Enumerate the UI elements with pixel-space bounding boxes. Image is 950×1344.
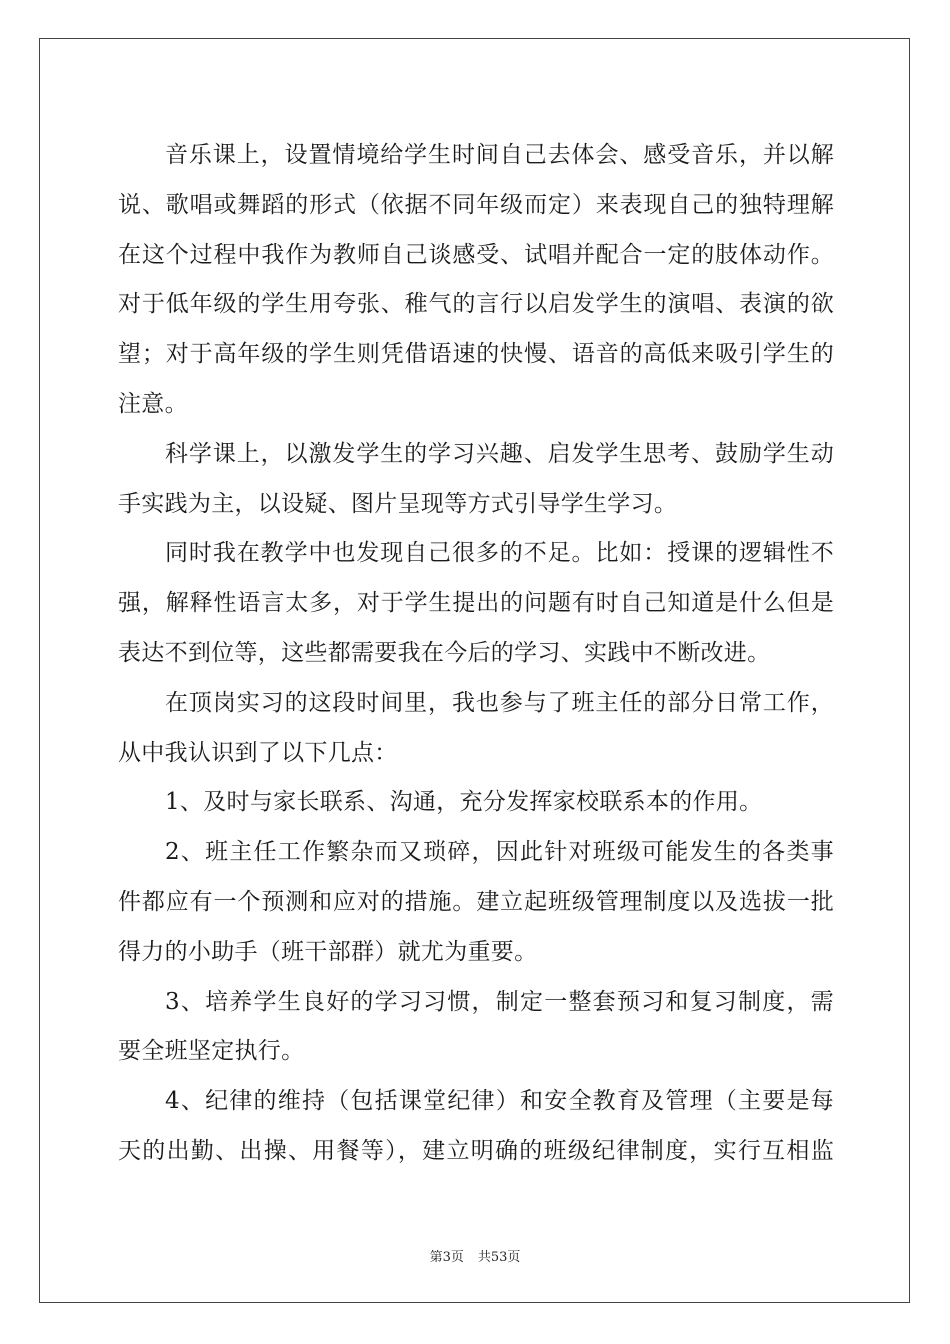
text-line: 音乐课上，设置情境给学生时间自己去体会、感受音乐，并以解 (165, 142, 834, 168)
page-footer (0, 1246, 950, 1265)
total-pages: 共53页 (477, 1250, 521, 1265)
text-line: 表达不到位等，这些都需要我在今后的学习、实践中不断改进。 (118, 639, 771, 666)
text-line: 在这个过程中我作为教师自己谈感受、试唱并配合一定的肢体动作。 (118, 241, 834, 268)
text-line: 2、班主任工作繁杂而又琐碎，因此针对班级可能发生的各类事 (165, 839, 834, 866)
text-line: 对于低年级的学生用夸张、稚气的言行以启发学生的演唱、表演的欲 (118, 291, 834, 318)
text-line: 件都应有一个预测和应对的措施。建立起班级管理制度以及选拔一批 (118, 888, 834, 915)
text-line: 手实践为主，以设疑、图片呈现等方式引导学生学习。 (118, 490, 678, 517)
text-line: 3、培养学生良好的学习习惯，制定一整套预习和复习制度，需 (165, 988, 834, 1015)
text-line: 得力的小助手（班干部群）就尤为重要。 (118, 938, 538, 965)
text-line: 从中我认识到了以下几点： (118, 739, 398, 766)
text-line: 4、纪律的维持（包括课堂纪律）和安全教育及管理（主要是每 (165, 1088, 834, 1115)
text-line: 强，解释性语言太多，对于学生提出的问题有时自己知道是什么但是 (118, 590, 834, 617)
text-line: 1、及时与家长联系、沟通，充分发挥家校联系本的作用。 (165, 789, 763, 816)
text-line: 在顶岗实习的这段时间里，我也参与了班主任的部分日常工作， (165, 689, 834, 716)
text-line: 说、歌唱或舞蹈的形式（依据不同年级而定）来表现自己的独特理解 (118, 191, 834, 218)
page-number: 第3页 (429, 1250, 464, 1265)
text-line: 科学课上，以激发学生的学习兴趣、启发学生思考、鼓励学生动 (165, 440, 834, 467)
text-line: 天的出勤、出操、用餐等），建立明确的班级纪律制度，实行互相监 (118, 1137, 834, 1164)
text-line: 要全班坚定执行。 (118, 1038, 305, 1065)
text-line: 注意。 (118, 390, 188, 417)
document-body (118, 131, 834, 1177)
text-line: 同时我在教学中也发现自己很多的不足。比如：授课的逻辑性不 (165, 540, 834, 567)
text-line: 望；对于高年级的学生则凭借语速的快慢、语音的高低来吸引学生的 (118, 341, 834, 368)
